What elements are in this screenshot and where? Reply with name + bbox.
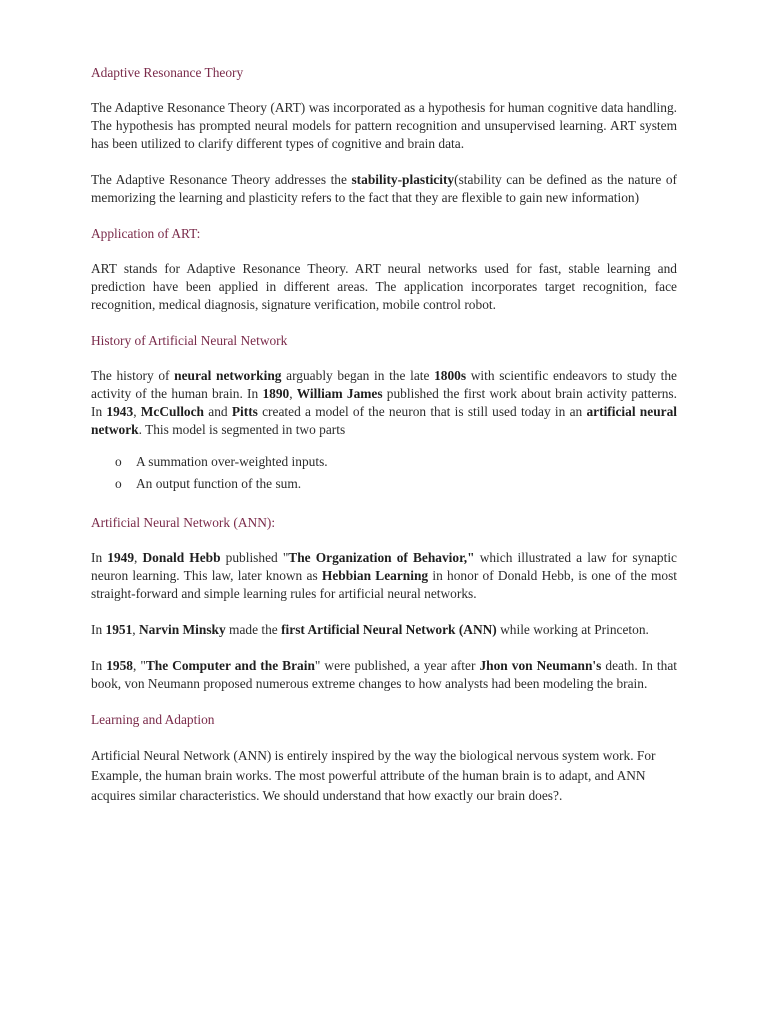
text-span: . This model is segmented in two parts xyxy=(138,422,346,437)
text-span: in honor of Donald Hebb, is one of the most straight-forward and simple learning rules for artificial neural networks. xyxy=(91,568,678,601)
text-span: made the xyxy=(225,622,282,637)
text-span: death. In that book, von Neumann proposed numerous extreme changes to how analysts had been modeling the brain. xyxy=(91,658,677,691)
bold-term: stability-plasticity xyxy=(351,172,455,187)
text-span: In xyxy=(91,658,107,673)
text-span: , xyxy=(134,550,143,565)
heading-application-of-art: Application of ART: xyxy=(91,226,201,241)
text-span: , xyxy=(132,622,139,637)
document-page xyxy=(91,64,677,806)
text-span: The Adaptive Resonance Theory addresses the xyxy=(91,172,352,187)
bold-term: 1951 xyxy=(105,622,133,637)
text-span: In xyxy=(91,622,106,637)
text-span: arguably began in the late xyxy=(281,368,435,383)
bullet-marker-icon: o xyxy=(115,454,122,469)
bold-term: Donald Hebb xyxy=(142,550,221,565)
bold-term: 1958 xyxy=(106,658,133,673)
heading-adaptive-resonance-theory: Adaptive Resonance Theory xyxy=(91,65,244,80)
text-span: and xyxy=(204,404,232,419)
text-span: " were published, a year after xyxy=(314,658,480,673)
text-span: published the first work about brain activity patterns. In xyxy=(91,386,677,419)
text-span: published " xyxy=(220,550,289,565)
bold-term: The Organization of Behavior," xyxy=(288,550,475,565)
text-span: which illustrated a law for synaptic neuron learning. This law, later known as xyxy=(91,550,677,583)
bold-term: 1943 xyxy=(106,404,134,419)
text-span: while working at Princeton. xyxy=(496,622,649,637)
bold-term: William James xyxy=(296,386,383,401)
heading-learning-and-adaption: Learning and Adaption xyxy=(91,712,215,727)
learning-paragraph: Artificial Neural Network (ANN) is entirely inspired by the way the biological nervous system work. For Example, the human brain works. The most powerful attribute of the human brain is to adapt, and ANN acquires similar characteristics. We should understand that how exactly our brain does?. xyxy=(91,748,656,803)
art-paragraph-1: The Adaptive Resonance Theory (ART) was incorporated as a hypothesis for human cognitive data handling. The hypothesis has prompted neural models for pattern recognition and unsupervised learning. ART system has been utilized to clarify different types of cognitive and brain data. xyxy=(91,100,677,151)
application-paragraph: ART stands for Adaptive Resonance Theory. ART neural networks used for fast, stable learning and prediction have been applied in different areas. The application incorporates target recognition, face recognition, medical diagnosis, signature verification, mobile control robot. xyxy=(91,261,677,312)
text-span: with scientific endeavors to study the activity of the human brain. In xyxy=(91,368,677,401)
bold-term: The Computer and the Brain xyxy=(145,658,315,673)
text-span: , " xyxy=(132,658,146,673)
bold-term: McCulloch xyxy=(140,404,205,419)
bold-term: first Artificial Neural Network (ANN) xyxy=(281,622,497,637)
bullet-marker-icon: o xyxy=(115,476,122,491)
history-paragraph xyxy=(91,367,677,439)
text-span: created a model of the neuron that is still used today in an xyxy=(257,404,587,419)
text-span: The history of xyxy=(91,368,175,383)
bold-term: artificial neural network xyxy=(91,404,678,437)
list-item-text: An output function of the sum. xyxy=(136,476,302,491)
list-item xyxy=(91,451,677,473)
heading-history-of-ann: History of Artificial Neural Network xyxy=(91,333,288,348)
list-item-text: A summation over-weighted inputs. xyxy=(136,454,328,469)
ann-paragraph-minsky xyxy=(91,621,677,639)
ann-paragraph-neumann xyxy=(91,657,677,693)
text-span: (stability can be defined as the nature of memorizing the learning and plasticity refers to the fact that they are flexible to gain new information) xyxy=(91,172,677,205)
bold-term: 1800s xyxy=(434,368,467,383)
bold-term: Jhon von Neumann's xyxy=(479,658,602,673)
bold-term: 1890 xyxy=(262,386,290,401)
bold-term: Narvin Minsky xyxy=(139,622,226,637)
model-parts-list xyxy=(91,451,677,495)
bold-term: Pitts xyxy=(231,404,258,419)
ann-paragraph-hebb xyxy=(91,549,677,603)
art-paragraph-2 xyxy=(91,171,677,207)
bold-term: Hebbian Learning xyxy=(321,568,429,583)
text-span: , xyxy=(289,386,297,401)
list-item xyxy=(91,473,677,495)
text-span: , xyxy=(133,404,141,419)
text-span: In xyxy=(91,550,108,565)
heading-ann: Artificial Neural Network (ANN): xyxy=(91,515,276,530)
bold-term: neural networking xyxy=(174,368,282,383)
bold-term: 1949 xyxy=(107,550,135,565)
